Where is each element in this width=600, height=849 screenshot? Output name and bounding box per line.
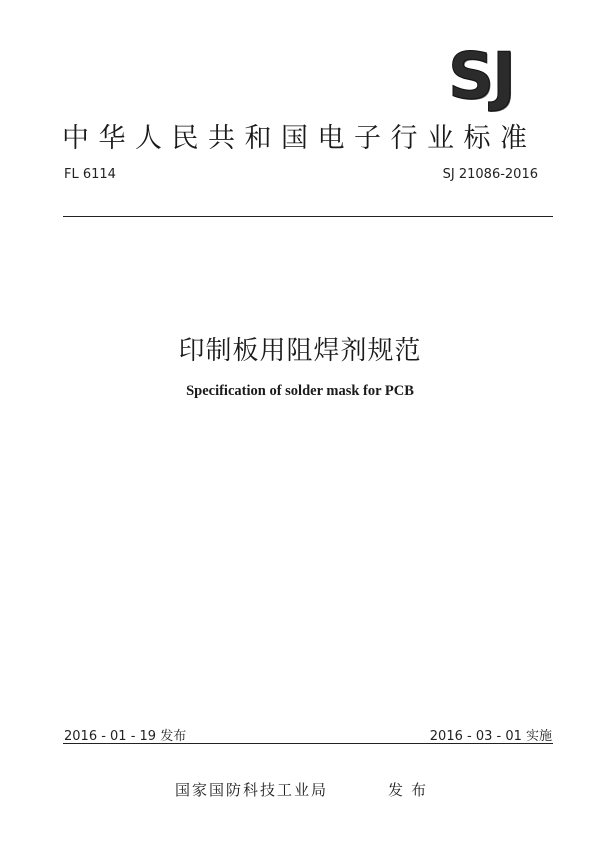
issuing-authority: 国家国防科技工业局 — [175, 781, 329, 799]
sj-logo — [432, 40, 530, 114]
implementation-date: 2016 - 03 - 01 实施 — [429, 729, 552, 744]
issuer-action: 发布 — [388, 781, 435, 799]
classification-code: FL 6114 — [64, 167, 116, 182]
header-divider — [63, 216, 553, 217]
footer-divider — [63, 743, 553, 744]
document-title-chinese: 印制板用阻焊剂规范 — [178, 336, 422, 366]
standard-number: SJ 21086-2016 — [442, 167, 538, 182]
issue-date: 2016 - 01 - 19 发布 — [64, 729, 187, 744]
document-title-english: Specification of solder mask for PCB — [186, 383, 414, 399]
standard-category-title: 中华人民共和国电子行业标准 — [62, 123, 537, 154]
sj-logo-text: SJ — [448, 40, 514, 114]
